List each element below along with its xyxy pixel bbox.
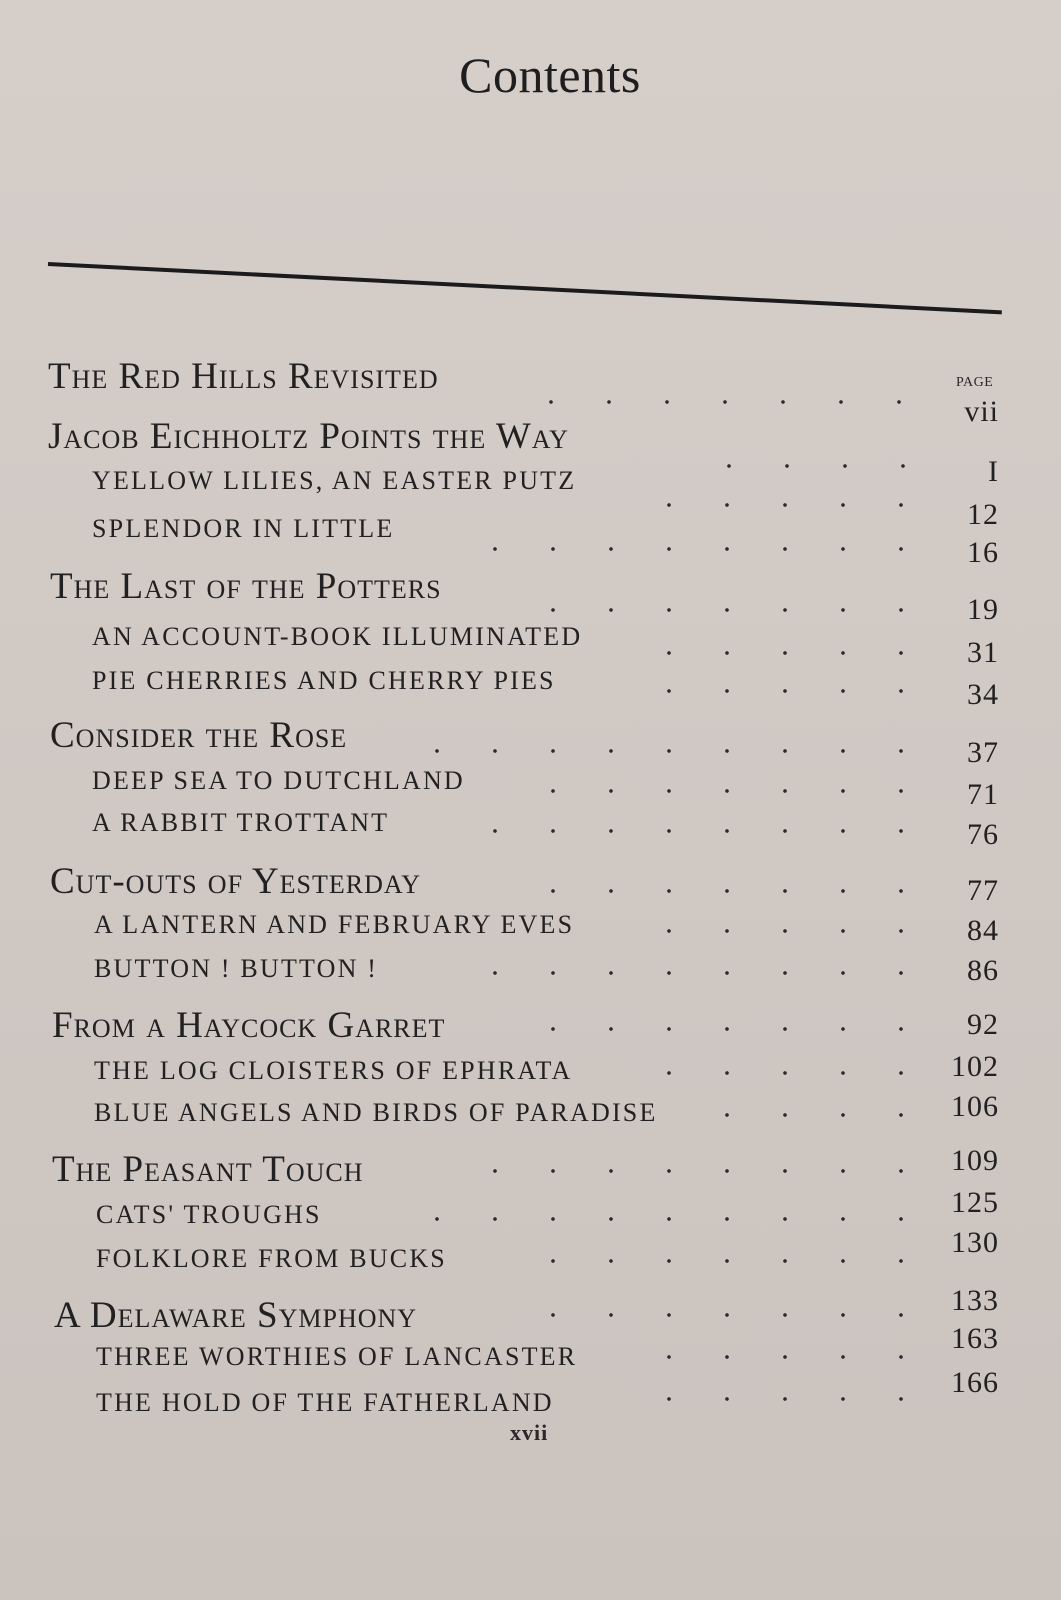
- toc-entry-subsection: [0, 514, 1061, 569]
- toc-page-number: 106: [951, 1090, 999, 1123]
- toc-page-number: 109: [951, 1144, 999, 1177]
- toc-entry-chapter: [0, 565, 1061, 626]
- dot-leader: [640, 688, 912, 694]
- contents-title: Contents: [459, 47, 641, 103]
- toc-page-number: 130: [951, 1226, 999, 1259]
- toc-entry-subsection: [0, 910, 1061, 956]
- toc-page-number: 86: [967, 954, 999, 987]
- toc-entry-subsection: [0, 1090, 1061, 1144]
- toc-entry-subsection: [0, 666, 1061, 712]
- dot-leader: [466, 546, 912, 552]
- dot-leader: [640, 650, 912, 656]
- toc-entry-subsection: [0, 1226, 1061, 1290]
- toc-entry-chapter: [0, 1284, 1061, 1340]
- toc-entry-title: The Peasant Touch: [52, 1149, 364, 1190]
- dot-leader: [524, 888, 912, 894]
- toc-entry-title: THREE WORTHIES OF LANCASTER: [96, 1342, 578, 1371]
- toc-page-number: 31: [967, 636, 999, 669]
- toc-entry-title: Consider the Rose: [50, 715, 348, 756]
- toc-entry-title: PIE CHERRIES AND CHERRY PIES: [92, 666, 556, 695]
- dot-leader: [640, 928, 912, 934]
- toc-entry-chapter: [0, 355, 1061, 428]
- toc-entry-subsection: [0, 1322, 1061, 1388]
- toc-entry-subsection: [0, 766, 1061, 812]
- toc-entry-subsection: [0, 954, 1061, 1000]
- toc-entry-title: A RABBIT TROTTANT: [92, 808, 390, 837]
- toc-entry-chapter: [0, 1144, 1061, 1194]
- toc-page-number: 19: [967, 593, 999, 626]
- toc-entry-title: SPLENDOR IN LITTLE: [92, 514, 395, 543]
- toc-page-number: vii: [964, 395, 999, 428]
- dot-leader: [524, 1258, 912, 1264]
- toc-page-number: 37: [967, 736, 999, 769]
- toc-entry-title: The Red Hills Revisited: [48, 356, 439, 397]
- toc-entry-title: THE HOLD OF THE FATHERLAND: [96, 1388, 554, 1417]
- dot-leader: [522, 399, 912, 405]
- dot-leader: [640, 1354, 912, 1360]
- dot-leader: [408, 748, 912, 754]
- dot-leader: [524, 788, 912, 794]
- dot-leader: [524, 1312, 912, 1318]
- dot-leader: [466, 1168, 912, 1174]
- toc-page-number: I: [988, 455, 999, 488]
- toc-page-number: 133: [951, 1284, 999, 1317]
- dot-leader: [466, 970, 912, 976]
- toc-page-number: 76: [967, 818, 999, 851]
- dot-leader: [466, 828, 912, 834]
- toc-page-number: 92: [967, 1008, 999, 1041]
- toc-entry-title: AN ACCOUNT-BOOK ILLUMINATED: [92, 622, 583, 651]
- dot-leader: [698, 1112, 912, 1118]
- toc-page-number: 34: [967, 678, 999, 711]
- dot-leader: [524, 607, 912, 613]
- toc-page-number: 102: [951, 1050, 999, 1083]
- toc-entry-chapter: [0, 860, 1061, 906]
- toc-page-number: 125: [951, 1186, 999, 1219]
- toc-entry-title: FOLKLORE FROM BUCKS: [96, 1244, 447, 1273]
- dot-leader: [640, 1070, 912, 1076]
- toc-entry-chapter: [0, 1004, 1061, 1050]
- toc-page-number: 16: [967, 536, 999, 569]
- toc-page-number: 77: [967, 874, 999, 907]
- toc-entry-subsection: [0, 1050, 1061, 1102]
- toc-entry-title: BUTTON ! BUTTON !: [94, 954, 379, 983]
- toc-entry-title: DEEP SEA TO DUTCHLAND: [92, 766, 465, 795]
- toc-entry-title: THE LOG CLOISTERS OF EPHRATA: [94, 1056, 573, 1085]
- toc-entry-title: Cut-outs of Yesterday: [50, 861, 422, 902]
- dot-leader: [408, 1216, 912, 1222]
- page-column-label: PAGE: [956, 375, 994, 390]
- toc-entry-subsection: [0, 622, 1061, 668]
- toc-page-number: 12: [967, 498, 999, 531]
- dot-leader: [524, 1026, 912, 1032]
- toc-page-number: 84: [967, 914, 999, 947]
- toc-entry-subsection: [0, 1186, 1061, 1246]
- toc-entry-title: Jacob Eichholtz Points the Way: [48, 416, 569, 457]
- toc-page-number: 166: [951, 1366, 999, 1399]
- toc-entry-title: The Last of the Potters: [50, 566, 442, 607]
- toc-entry-title: CATS' TROUGHS: [96, 1200, 322, 1229]
- toc-entry-chapter: [0, 714, 1061, 769]
- dot-leader: [640, 502, 912, 508]
- toc-entry-title: From a Haycock Garret: [52, 1005, 446, 1046]
- toc-entry-title: A LANTERN AND FEBRUARY EVES: [94, 910, 575, 939]
- toc-entry-subsection: [0, 808, 1061, 854]
- toc-entry-title: A Delaware Symphony: [54, 1295, 418, 1336]
- folio-page-number: xvii: [510, 1420, 549, 1445]
- dot-leader: [640, 1396, 912, 1402]
- toc-page-number: 71: [967, 778, 999, 811]
- toc-entry-title: YELLOW LILIES, AN EASTER PUTZ: [92, 466, 577, 495]
- toc-page-number: 163: [951, 1322, 999, 1355]
- toc-entry-title: BLUE ANGELS AND BIRDS OF PARADISE: [94, 1098, 658, 1127]
